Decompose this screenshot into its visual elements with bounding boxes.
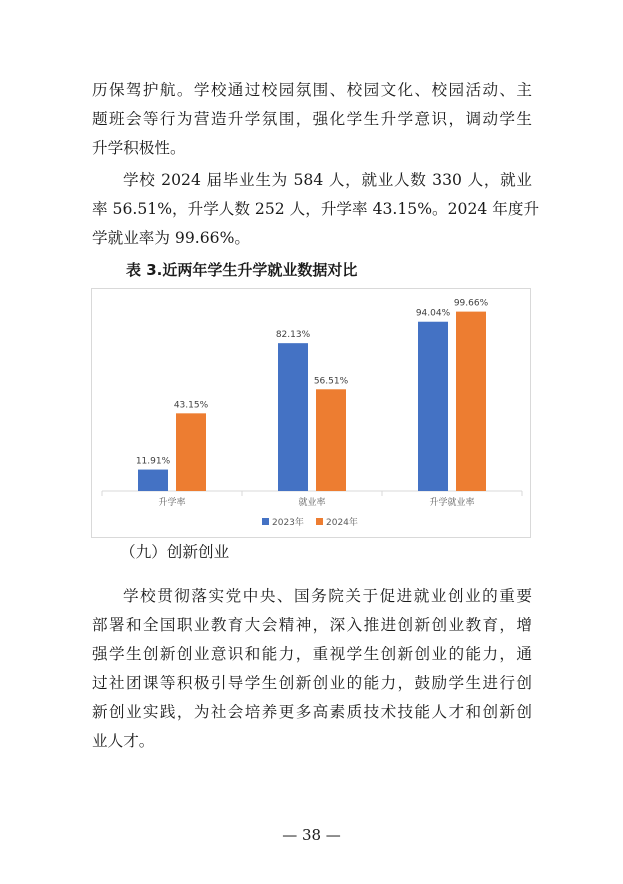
- paragraph-line: 学就业率为 99.66%。: [92, 229, 250, 247]
- paragraph-line: 升学积极性。: [92, 139, 186, 157]
- data-label: 94.04%: [415, 308, 451, 319]
- entrepreneurship-paragraph: [92, 582, 532, 756]
- data-label: 99.66%: [453, 298, 489, 309]
- paragraph-line: 业人才。: [92, 732, 155, 750]
- chart-canvas: [92, 289, 530, 537]
- bar-series-2: [176, 413, 206, 491]
- paragraph-line: 学校贯彻落实党中央、国务院关于促进就业创业的重要: [123, 587, 532, 605]
- paragraph-line: 强学生创新创业意识和能力，重视学生创新创业的能力，通: [92, 645, 532, 663]
- x-tick-label: 升学率: [158, 498, 186, 508]
- x-tick-label: 就业率: [298, 498, 326, 508]
- bar-chart: [91, 288, 531, 538]
- legend-swatch: [316, 518, 323, 525]
- legend-swatch: [262, 518, 269, 525]
- statistics-paragraph: [92, 166, 540, 253]
- paragraph-line: 率 56.51%，升学人数 252 人，升学率 43.15%。2024 年度升: [92, 200, 540, 218]
- paragraph-line: 学校 2024 届毕业生为 584 人，就业人数 330 人，就业: [123, 171, 532, 189]
- page-number: — 38 —: [282, 826, 341, 844]
- data-label: 82.13%: [275, 330, 311, 341]
- bar-series-2: [456, 312, 486, 491]
- bar-series-1: [138, 470, 168, 491]
- bar-series-1: [278, 343, 308, 491]
- section-heading: （九）创新创业: [120, 543, 230, 561]
- data-label: 11.91%: [135, 456, 171, 467]
- paragraph-line: 部署和全国职业教育大会精神，深入推进创新创业教育，增: [92, 616, 532, 634]
- paragraph-line: 历保驾护航。学校通过校园氛围、校园文化、校园活动、主: [92, 81, 532, 99]
- bar-series-2: [316, 389, 346, 491]
- data-label: 56.51%: [313, 376, 349, 387]
- bar-series-1: [418, 322, 448, 491]
- x-tick-label: 升学就业率: [429, 498, 475, 508]
- paragraph-line: 新创业实践，为社会培养更多高素质技术技能人才和创新创: [92, 703, 532, 721]
- paragraph-line: 题班会等行为营造升学氛围，强化学生升学意识，调动学生: [92, 110, 532, 128]
- intro-paragraph: [92, 76, 532, 163]
- table-title: 表 3.近两年学生升学就业数据对比: [126, 261, 358, 279]
- data-label: 43.15%: [173, 400, 209, 411]
- paragraph-line: 过社团课等积极引导学生创新创业的能力，鼓励学生进行创: [92, 674, 532, 692]
- legend-label: 2023年: [272, 518, 304, 528]
- legend-label: 2024年: [326, 518, 358, 528]
